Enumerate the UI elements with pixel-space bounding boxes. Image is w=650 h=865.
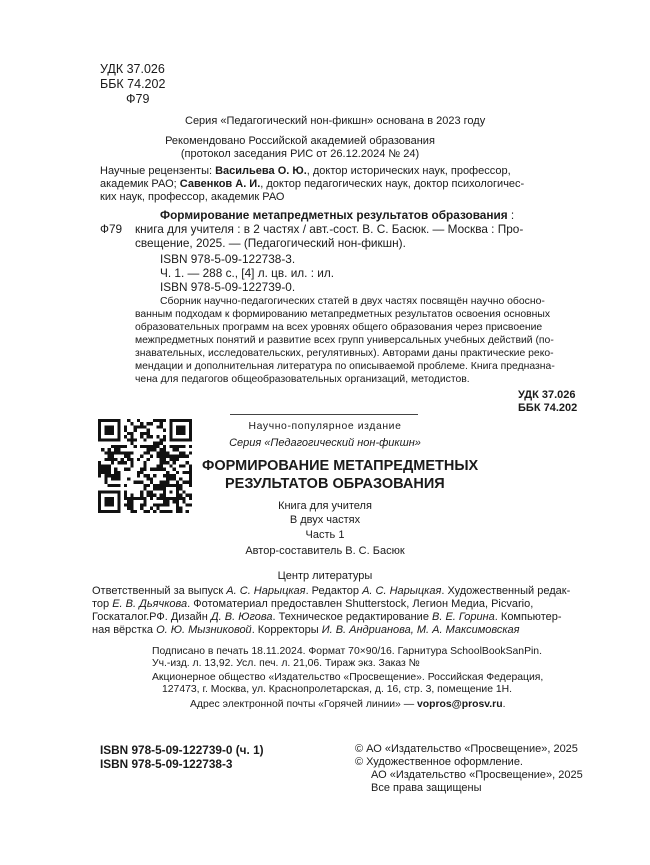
credits-text: Госкаталог.РФ. Дизайн: [92, 611, 211, 623]
copyright-1: © АО «Издательство «Просвещение», 2025: [355, 743, 578, 755]
edition-type: Научно-популярное издание: [248, 421, 402, 432]
credits-person: О. Ю. Мызниковой: [156, 624, 252, 636]
abstract-line: чена для педагогов общеобразовательных организаций, методистов.: [135, 374, 470, 385]
hotline-email[interactable]: vopros@prosv.ru: [417, 699, 503, 710]
qr-code-icon: [98, 419, 192, 513]
udk-code: УДК 37.026: [100, 62, 165, 76]
reviewer-info-1: , доктор исторических наук, профессор,: [306, 165, 511, 177]
credits-person: Е. В. Дьячкова: [112, 598, 188, 610]
reviewer-line2-a: академик РАО;: [100, 178, 180, 190]
hotline-line: [190, 699, 505, 712]
book-title-line1: ФОРМИРОВАНИЕ МЕТАПРЕДМЕТНЫХ: [202, 458, 479, 474]
credits-person: И. В. Андрианова, М. А. Максимовская: [321, 624, 520, 636]
abstract-line: мендации и дополнительная литература по описываемой проблеме. Книга предназна-: [135, 361, 555, 372]
credits-text: . Редактор: [305, 585, 363, 597]
book-compiler: Автор-составитель В. С. Басюк: [245, 545, 405, 557]
credits-center: Центр литературы: [277, 570, 373, 582]
credits-person: В. Е. Горина: [432, 611, 495, 623]
recommended-line1: Рекомендовано Российской академией образования: [165, 135, 435, 147]
series-note: Серия «Педагогический нон-фикшн» основана в 2023 году: [185, 115, 486, 127]
printing-line3: Акционерное общество «Издательство «Просвещение». Российская Федерация,: [152, 672, 544, 683]
recommended-line2: (протокол заседания РИС от 26.12.2024 № 24): [180, 148, 420, 160]
copyright-4: Все права защищены: [371, 782, 482, 794]
credits-text: . Фотоматериал предоставлен Shutterstock, Легион Медиа, Picvario,: [187, 598, 534, 610]
credits-text: Ответственный за выпуск: [92, 585, 227, 597]
copyright-2: © Художественное оформление.: [355, 756, 523, 768]
hotline-text: Адрес электронной почты «Горячей линии» —: [190, 699, 417, 710]
credits-text: ная вёрстка: [92, 624, 157, 636]
catalog-title-line: [160, 208, 514, 222]
abstract-line: образовательных программ на всех уровнях общего образования через присвоение: [135, 322, 543, 333]
book-title-line2: РЕЗУЛЬТАТОВ ОБРАЗОВАНИЯ: [225, 476, 445, 492]
catalog-desc-2: свещение, 2025. — (Педагогический нон-фикшн).: [135, 236, 406, 250]
reviewers-line1: [100, 165, 511, 178]
footer-bbk: ББК 74.202: [518, 402, 578, 414]
divider: [230, 414, 418, 415]
reviewers-prefix: Научные рецензенты:: [100, 165, 216, 177]
credits-text: . Художественный редак-: [441, 585, 571, 597]
credits-text: . Корректоры: [251, 624, 322, 636]
author-sign: Ф79: [126, 92, 150, 106]
abstract-line: ванным подходам к формированию метапредметных результатов освоения основных: [135, 309, 551, 320]
book-type: Книга для учителя: [278, 500, 372, 512]
printing-line2: Уч.-изд. л. 13,92. Усл. печ. л. 21,06. Тираж экз. Заказ №: [152, 658, 420, 669]
abstract-line: межпредметных понятий и развитие всех групп универсальных учебных действий (по-: [135, 335, 554, 346]
bbk-code: ББК 74.202: [100, 77, 166, 91]
abstract-line: Сборник научно-педагогических статей в двух частях посвящён научно обосно-: [160, 296, 545, 307]
copyright-3: АО «Издательство «Просвещение», 2025: [371, 769, 583, 781]
catalog-isbn-a: ISBN 978-5-09-122738-3.: [160, 252, 296, 266]
credits-text: . Техническое редактирование: [272, 611, 432, 623]
credits-line1: [92, 585, 570, 598]
book-parts: В двух частях: [289, 514, 361, 526]
credits-person: Д. В. Югова: [210, 611, 273, 623]
credits-text: тор: [92, 598, 113, 610]
reviewer-info-2: , доктор педагогических наук, доктор психологичес-: [260, 178, 525, 190]
isbn-set: ISBN 978-5-09-122738-3: [100, 757, 233, 771]
footer-udk: УДК 37.026: [518, 389, 576, 401]
reviewer-name-1: Васильева О. Ю.: [215, 165, 307, 177]
catalog-sign: Ф79: [100, 222, 123, 236]
credits-person: А. С. Нарыцкая: [362, 585, 442, 597]
catalog-desc-1: книга для учителя : в 2 частях / авт.-сост. В. С. Басюк. — Москва : Про-: [135, 222, 524, 236]
edition-series: Серия «Педагогический нон-фикшн»: [229, 437, 421, 449]
catalog-title-suffix: :: [507, 208, 515, 222]
book-part: Часть 1: [305, 529, 345, 541]
reviewer-name-2: Савенков А. И.: [179, 178, 261, 190]
reviewers-line3: ких наук, профессор, академик РАО: [100, 191, 285, 203]
isbn-part1: ISBN 978-5-09-122739-0 (ч. 1): [100, 743, 264, 757]
hotline-text: .: [502, 699, 506, 710]
reviewers-line2: [100, 178, 524, 191]
credits-text: . Компьютер-: [494, 611, 562, 623]
catalog-title: Формирование метапредметных результатов образования: [160, 208, 508, 222]
catalog-part: Ч. 1. — 288 с., [4] л. цв. ил. : ил.: [160, 266, 335, 280]
printing-line1: Подписано в печать 18.11.2024. Формат 70×90/16. Гарнитура SchoolBookSanPin.: [152, 646, 542, 657]
abstract-line: знавательных, исследовательских, регулятивных). Авторами даны практические реко-: [135, 348, 554, 359]
credits-line3: [92, 611, 562, 624]
catalog-isbn-b: ISBN 978-5-09-122739-0.: [160, 280, 296, 294]
credits-line4: [92, 624, 520, 637]
credits-line2: [92, 598, 533, 611]
credits-person: А. С. Нарыцкая: [226, 585, 306, 597]
printing-line4: 127473, г. Москва, ул. Краснопролетарская, д. 16, стр. 3, помещение 1Н.: [162, 684, 513, 695]
